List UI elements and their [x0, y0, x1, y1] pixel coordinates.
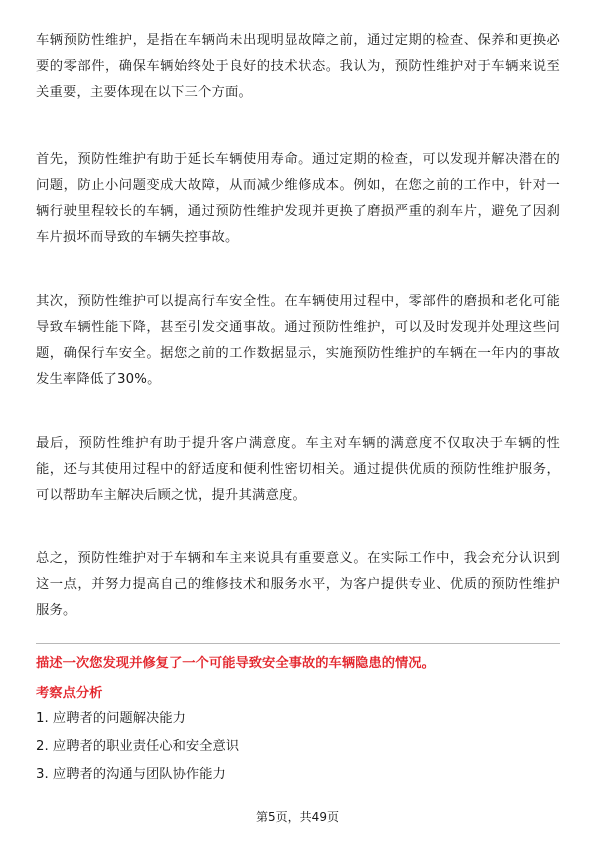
- analysis-point: 3. 应聘者的沟通与团队协作能力: [36, 767, 226, 782]
- page-number: 第5页，共49页: [256, 810, 339, 824]
- interview-question: 描述一次您发现并修复了一个可能导致安全事故的车辆隐患的情况。: [36, 656, 435, 671]
- analysis-point: 2. 应聘者的职业责任心和安全意识: [36, 739, 240, 754]
- answer-paragraph-conclusion: 总之，预防性维护对于车辆和车主来说具有重要意义。在实际工作中，我会充分认识到这一点，并努力提高自己的维修技术和服务水平，为客户提供专业、优质的预防性维护服务。: [36, 551, 560, 618]
- analysis-heading: 考察点分析: [36, 686, 103, 701]
- analysis-point: 1. 应聘者的问题解决能力: [36, 711, 186, 726]
- answer-paragraph-second: 其次，预防性维护可以提高行车安全性。在车辆使用过程中，零部件的磨损和老化可能导致车辆性能下降，甚至引发交通事故。通过预防性维护，可以及时发现并处理这些问题，确保行车安全。据您之前的工作数据显示，实施预防性维护的车辆在一年内的事故发生率降低了30%。: [36, 294, 560, 387]
- analysis-points-list: [36, 708, 239, 792]
- answer-paragraph-intro: 车辆预防性维护，是指在车辆尚未出现明显故障之前，通过定期的检查、保养和更换必要的零部件，确保车辆始终处于良好的技术状态。我认为，预防性维护对于车辆来说至关重要，主要体现在以下三个方面。: [36, 33, 560, 100]
- section-divider: [36, 643, 560, 644]
- answer-paragraph-third: 最后，预防性维护有助于提升客户满意度。车主对车辆的满意度不仅取决于车辆的性能，还与其使用过程中的舒适度和便利性密切相关。通过提供优质的预防性维护服务，可以帮助车主解决后顾之忧，提升其满意度。: [36, 436, 560, 503]
- answer-paragraph-first: 首先，预防性维护有助于延长车辆使用寿命。通过定期的检查，可以发现并解决潜在的问题，防止小问题变成大故障，从而减少维修成本。例如，在您之前的工作中，针对一辆行驶里程较长的车辆，通过预防性维护发现并更换了磨损严重的刹车片，避免了因刹车片损坏而导致的车辆失控事故。: [36, 152, 560, 245]
